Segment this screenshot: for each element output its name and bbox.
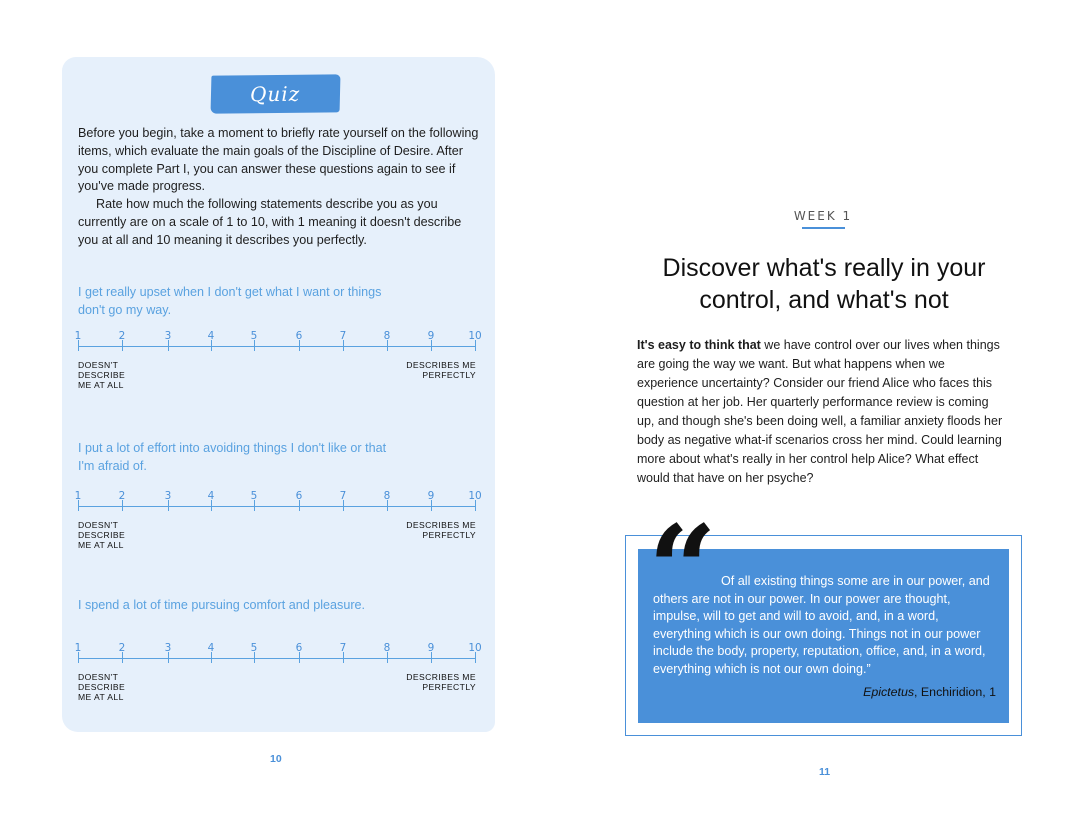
quotation-mark-icon: “: [648, 499, 718, 640]
scale-number[interactable]: 5: [250, 642, 258, 654]
scale-number[interactable]: 2: [118, 490, 126, 502]
scale-number[interactable]: 4: [207, 642, 215, 654]
scale-number[interactable]: 3: [164, 490, 172, 502]
statement-2: I put a lot of effort into avoiding things I don't like or that I'm afraid of.: [78, 441, 387, 473]
rating-scale-1[interactable]: [74, 330, 482, 400]
scale-number[interactable]: 10: [468, 642, 482, 654]
scale-line: [78, 506, 476, 507]
page-heading: Discover what's really in your control, and what's not: [662, 254, 986, 314]
scale-number[interactable]: 6: [295, 490, 303, 502]
lead-in-bold: It's easy to think that: [637, 338, 761, 352]
scale-low-label: DOESN'T DESCRIBE ME AT ALL: [78, 520, 126, 550]
scale-number[interactable]: 8: [383, 330, 391, 342]
scale-number[interactable]: 8: [383, 490, 391, 502]
scale-number[interactable]: 4: [207, 330, 215, 342]
scale-number[interactable]: 2: [118, 330, 126, 342]
scale-number[interactable]: 9: [427, 490, 435, 502]
scale-high-label: DESCRIBES ME PERFECTLY: [406, 360, 476, 380]
scale-line: [78, 658, 476, 659]
scale-number[interactable]: 5: [250, 490, 258, 502]
rating-scale-2[interactable]: [74, 490, 482, 560]
scale-high-label: DESCRIBES ME PERFECTLY: [406, 672, 476, 692]
week-label: WEEK 1: [793, 209, 853, 223]
scale-number[interactable]: 1: [74, 642, 82, 654]
scale-low-label: DOESN'T DESCRIBE ME AT ALL: [78, 360, 126, 390]
scale-high-label: DESCRIBES ME PERFECTLY: [406, 520, 476, 540]
scale-number[interactable]: 9: [427, 642, 435, 654]
scale-number[interactable]: 1: [74, 330, 82, 342]
scale-number[interactable]: 5: [250, 330, 258, 342]
quote-source: , Enchiridion, 1: [914, 685, 996, 699]
quiz-tag: [211, 74, 341, 113]
scale-low-label: DOESN'T DESCRIBE ME AT ALL: [78, 672, 126, 702]
scale-number[interactable]: 3: [164, 330, 172, 342]
intro-paragraph-2: Rate how much the following statements describe you as you currently are on a scale of 1 to 10, with 1 meaning it doesn't describe you at all and 10 meaning it describes you perfectly.: [78, 197, 462, 247]
quote-text: [653, 573, 998, 678]
scale-number[interactable]: 9: [427, 330, 435, 342]
statement-1: I get really upset when I don't get what I want or things don't go my way.: [78, 285, 382, 317]
quiz-tag-label: Quiz: [250, 81, 301, 107]
scale-number[interactable]: 7: [339, 490, 347, 502]
rating-scale-3[interactable]: [74, 642, 482, 712]
scale-number[interactable]: 10: [468, 490, 482, 502]
statement-3: I spend a lot of time pursuing comfort and pleasure.: [78, 598, 366, 612]
scale-number[interactable]: 1: [74, 490, 82, 502]
quote-body: Of all existing things some are in our power, and others are not in our power. In our power are thought, impulse, will to get and will to avoid, and, in a word, everything which is our own doing. Things not in our power include the body, property, reputation, office, and, in a word, everything which is not our own doing.”: [653, 574, 990, 676]
scale-number[interactable]: 3: [164, 642, 172, 654]
scale-number[interactable]: 6: [295, 642, 303, 654]
body-text: we have control over our lives when things are going the way we want. But what happens when we experience uncertainty? Consider our friend Alice who faces this question at her job. Her quarterly performance review is coming up, and though she's been doing well, a familiar anxiety floods her body as negative what-if scenarios cross her mind. Could learning more about what's really in her control help Alice? What effect would that have on her psyche?: [637, 338, 1003, 485]
week-underline: [802, 227, 845, 229]
scale-number[interactable]: 6: [295, 330, 303, 342]
quote-author: Epictetus: [863, 685, 915, 699]
intro-paragraph-1: Before you begin, take a moment to briefly rate yourself on the following items, which evaluate the main goals of the Discipline of Desire. After you complete Part I, you can answer these questions again to see if you've made progress.: [78, 126, 479, 194]
scale-number[interactable]: 4: [207, 490, 215, 502]
scale-number[interactable]: 7: [339, 330, 347, 342]
scale-number[interactable]: 7: [339, 642, 347, 654]
quote-attribution: [863, 685, 996, 699]
page-number-left: 10: [270, 753, 282, 765]
page-number-right: 11: [819, 766, 831, 778]
scale-number[interactable]: 10: [468, 330, 482, 342]
scale-number[interactable]: 8: [383, 642, 391, 654]
scale-line: [78, 346, 476, 347]
body-paragraph: [637, 336, 1009, 488]
quiz-intro: [78, 125, 480, 250]
scale-number[interactable]: 2: [118, 642, 126, 654]
